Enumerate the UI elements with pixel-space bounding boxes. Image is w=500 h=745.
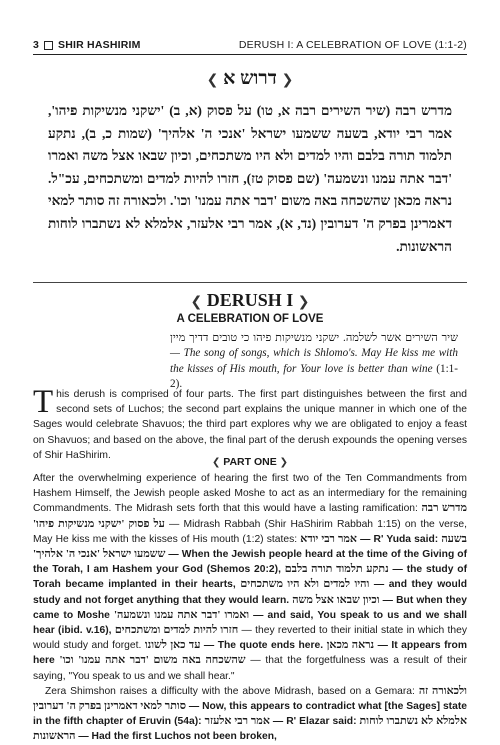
page-number: 3 — [33, 39, 40, 51]
section-heading-text: DERUSH I — [206, 290, 294, 310]
translation: — the study of Torah became implanted in their hearts, — [33, 564, 467, 591]
translation: — that the forgetfulness was a result of their saying, "You speak to us and we shall hear." — [33, 655, 468, 682]
ornament-icon: ❯ — [206, 72, 219, 88]
ornament-icon: ❮ — [190, 294, 203, 310]
hebrew-quote: אמר רבי אלעזר — [204, 715, 270, 728]
translation: — R' Yuda said: — [356, 533, 442, 545]
translation: — Had the first Luchos not been broken, — [75, 731, 277, 743]
epigraph-english: — The song of songs, which is Shlomo's. May He kiss me with the kisses of His mouth, for Your love is better than wine — [170, 347, 458, 375]
translation: — R' Elazar said: — [269, 716, 360, 728]
hebrew-heading — [0, 68, 500, 90]
translation: — When the Jewish people heard at the time of the Giving of the Torah, I am Hashem your God (Shemos 20:2), — [33, 549, 468, 576]
hebrew-quote: נראה מכאן — [326, 639, 375, 652]
hebrew-quote: שהשכחה באה משום 'דבר אתה עמנו' וכו' — [59, 654, 246, 667]
translation: — But when they came to Moshe — [33, 594, 467, 621]
divider — [33, 282, 467, 283]
section-heading — [0, 290, 500, 311]
hebrew-heading-text: דרוש א — [223, 68, 277, 89]
drop-cap: T — [33, 384, 54, 420]
part-heading-text: PART ONE — [223, 456, 277, 468]
square-bullet-icon — [44, 41, 53, 50]
ornament-icon: ❯ — [279, 457, 289, 468]
translation: — Midrash Rabbah (Shir HaShirim Rabbah 1:15) on the verse, May He kiss me with the kisses of His mouth (1:2) states: — [33, 518, 467, 545]
translation: — and said, You speak to us and we shall hear (ibid. v.16), — [33, 609, 467, 637]
part-heading — [0, 456, 500, 468]
running-header-left — [33, 39, 141, 51]
hebrew-quote: ולכאורה זה סותר למאי דאמרינן בפרק ה' דערובין — [33, 684, 467, 713]
ornament-icon: ❯ — [297, 294, 310, 310]
translation: — Now, this appears to contradict what [the Sages] state in the fifth chapter of Eruvin (54a): — [33, 701, 467, 728]
chapter-title: DERUSH I: A CELEBRATION OF LOVE (1:1-2) — [238, 39, 467, 51]
running-header — [33, 38, 467, 55]
epigraph-hebrew: שיר השירים אשר לשלמה. ישקני מנשיקות פיהו כי טובים דדיך מיין — [170, 332, 458, 344]
section-subtitle: A CELEBRATION OF LOVE — [176, 313, 324, 325]
hebrew-quote: חזרו להיות למדים ומשתכחים — [114, 624, 239, 637]
hebrew-quote: והיו למדים ולא היו משתכחים — [240, 578, 370, 591]
paragraph-one: After the overwhelming experience of hearing the first two of the Ten Commandments from Hashem Himself, the Jewish people asked Moshe to act as an intermediary for the remaining Commandments. The Midrash sets forth that this would have a lasting ramification: — [33, 473, 467, 515]
translation: — and they would study and not forget anything that they would learn. — [33, 579, 468, 606]
hebrew-quote: ואמרו 'דבר אתה עמנו ונשמעה' — [113, 608, 250, 621]
paragraph-two: Zera Shimshon raises a difficulty with the above Midrash, based on a Gemara: — [45, 685, 419, 697]
main-text — [33, 471, 467, 745]
epigraph — [170, 331, 458, 393]
translation: — The quote ends here. — [200, 640, 327, 652]
hebrew-quote: עד כאן לשונו — [144, 639, 201, 652]
ornament-icon: ❮ — [281, 72, 294, 88]
hebrew-quote: בשעה ששמעו ישראל 'אנכי ה' אלהיך' — [33, 532, 467, 561]
hebrew-quote: מדרש רבה על פסוק 'ישקני מנשיקות פיהו' — [33, 502, 467, 530]
intro-text: his derush is comprised of four parts. The first part distinguishes between the first and second sets of Luchos; the second part explains the unique manner in which one of the Sages would celebrate Shavuos; the third part explores why we are obligated to enjoy a feast on Shavuos; and based on the above, the final part of the derush expounds the opening verses of Shir HaShirim. — [33, 389, 467, 461]
hebrew-quote: וכיון שבאו אצל משה — [292, 593, 380, 606]
intro-paragraph — [33, 384, 467, 463]
book-title: SHIR HASHIRIM — [58, 39, 141, 51]
hebrew-text-block: מדרש רבה (שיר השירים רבה א, טו) על פסוק (א, ב) 'ישקני מנשיקות פיהו', אמר רבי יודא, בשעה ששמעו ישראל 'אנכי ה' אלהיך' (שמות כ, ב), נתקע תלמוד תורה בלבם והיו למדים ולא היו משתכחים, וכיון שבאו אצל משה ואמרו 'דבר אתה עמנו ונשמעה' (שם פסוק טז), חזרו להיות למדים ומשתכחים, עכ"ל. נראה מכאן שהשכחה באה משום 'דבר אתה עמנו' וכו'. ולכאורה זה סותר למאי דאמרינן בפרק ה' דערובין (נד, א), אמר רבי אלעזר, אלמלא לא נשתברו לוחות הראשונות. — [48, 103, 452, 254]
hebrew-quote: אמר רבי יודא — [300, 532, 357, 545]
ornament-icon: ❮ — [211, 457, 221, 468]
hebrew-quote: אלמלא לא נשתברו לוחות הראשונות — [33, 715, 468, 743]
hebrew-quote: נתקע תלמוד תורה בלבם — [284, 563, 389, 576]
translation: — they reverted to their initial state in which they would study and forget. — [33, 625, 467, 652]
translation: — It appears from here — [33, 640, 468, 667]
epigraph-ref: (1:1-2). — [170, 362, 458, 391]
